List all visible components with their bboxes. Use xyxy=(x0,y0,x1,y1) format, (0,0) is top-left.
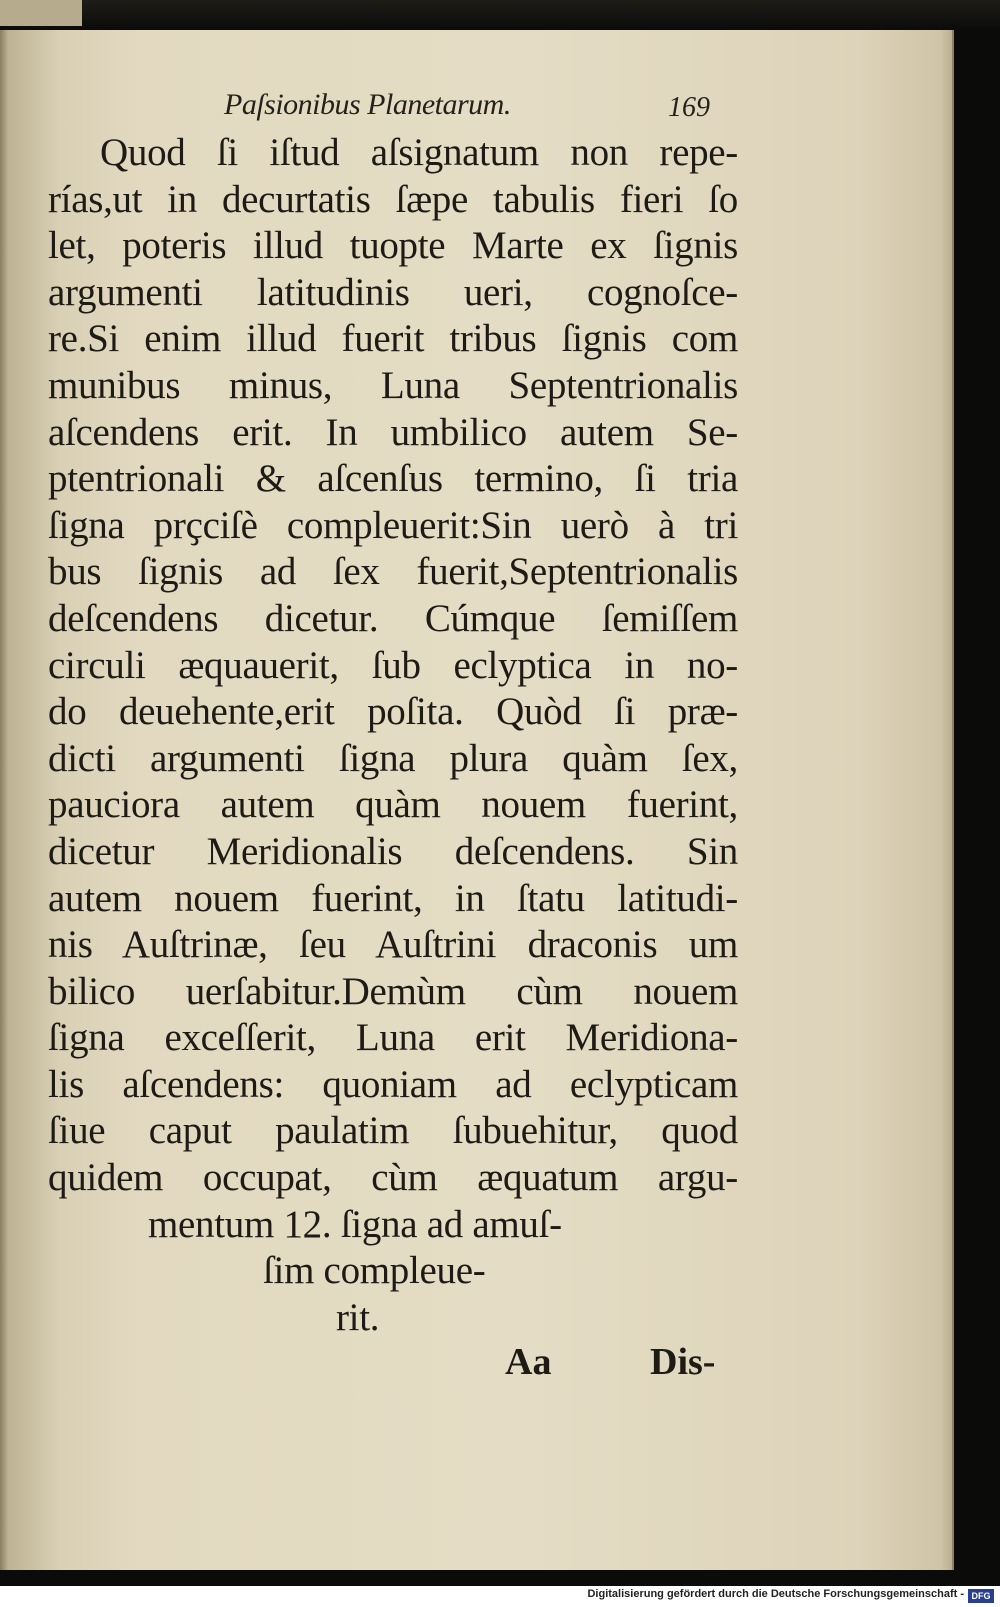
footer-credit: Digitalisierung gefördert durch die Deutsche Forschungsgemeinschaft - xyxy=(587,1588,964,1600)
text-line: mentum 12. ſigna ad amuſ- xyxy=(148,1202,562,1246)
catchword: Dis- xyxy=(650,1341,716,1383)
signature-mark: Aa xyxy=(505,1341,552,1383)
page-gutter-shadow xyxy=(0,30,8,1570)
text-line: autem nouem fuerint, in ſtatu latitudi- xyxy=(48,876,738,920)
text-line: bus ſignis ad ſex fuerit,Septentrionalis xyxy=(48,550,738,594)
text-line: dicti argumenti ſigna plura quàm ſex, xyxy=(48,736,738,780)
text-line: lis aſcendens: quoniam ad eclypticam xyxy=(48,1062,738,1106)
text-line: re.Si enim illud fuerit tribus ſignis com xyxy=(48,317,738,361)
text-line: circuli æquauerit, ſub eclyptica in no- xyxy=(48,643,738,687)
scan-corner-tab xyxy=(0,0,82,26)
text-line: do deuehente,erit poſita. Quòd ſi præ- xyxy=(48,690,738,734)
text-line: nis Auſtrinæ, ſeu Auſtrini draconis um xyxy=(48,923,738,967)
text-line: pauciora autem quàm nouem fuerint, xyxy=(48,783,738,827)
text-line: munibus minus, Luna Septentrionalis xyxy=(48,363,738,407)
text-line: rit. xyxy=(336,1295,380,1339)
text-line: aſcendens erit. In umbilico autem Se- xyxy=(48,410,738,454)
text-line: let, poteris illud tuopte Marte ex ſignis xyxy=(48,224,738,268)
page-number: 169 xyxy=(668,92,710,123)
text-line: ſigna prҫciſè compleuerit:Sin uerò à tri xyxy=(48,503,738,547)
text-line: ptentrionali & aſcenſus termino, ſi tria xyxy=(48,457,738,501)
text-line: Quod ſi iſtud aſsignatum non repe- xyxy=(100,131,738,174)
dfg-logo-icon: DFG xyxy=(968,1589,994,1603)
text-line: ſiue caput paulatim ſubuehitur, quod xyxy=(48,1109,738,1153)
text-line: ſigna exceſſerit, Luna erit Meridiona- xyxy=(48,1016,738,1060)
scan-background-top xyxy=(0,0,1000,30)
text-line: ſim compleue- xyxy=(263,1249,486,1293)
text-line: bilico uerſabitur.Demùm cùm nouem xyxy=(48,969,738,1013)
page-header xyxy=(0,88,952,128)
running-head: Paſsionibus Planetarum. xyxy=(224,88,511,121)
page-footer-marks xyxy=(0,1340,952,1390)
text-line: quidem occupat, cùm æquatum argu- xyxy=(48,1156,738,1200)
body-text xyxy=(48,130,738,1341)
text-line: dicetur Meridionalis deſcendens. Sin xyxy=(48,829,738,873)
text-line: argumenti latitudinis ueri, cognoſce- xyxy=(48,270,738,314)
text-line: deſcendens dicetur. Cúmque ſemiſſem xyxy=(48,596,738,640)
digitization-footer xyxy=(0,1586,1000,1607)
text-line: rías,ut in decurtatis ſæpe tabulis fieri ſo xyxy=(48,177,738,221)
